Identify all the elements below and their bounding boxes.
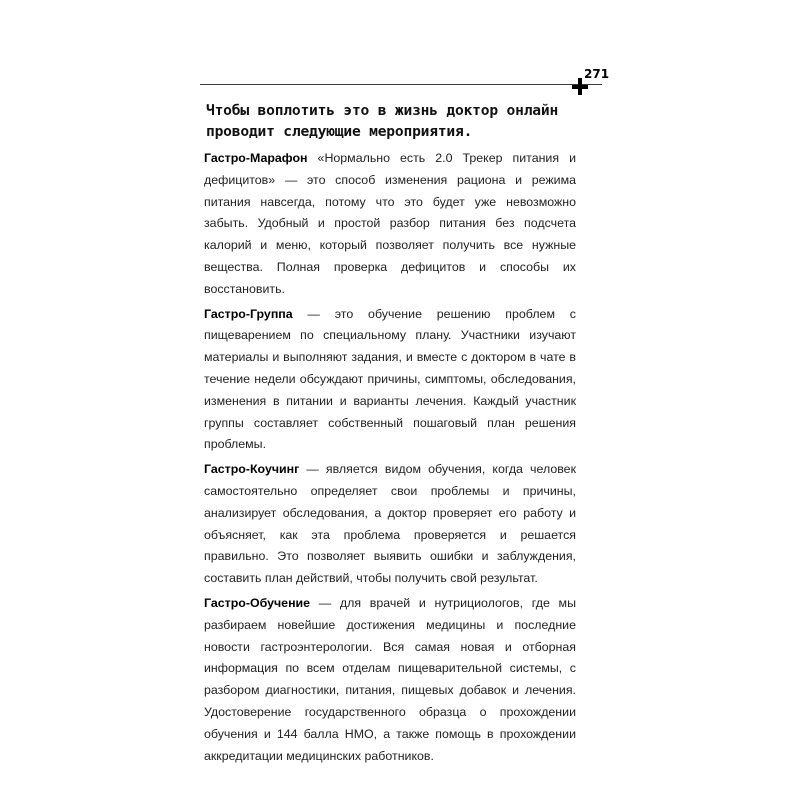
page-number: 271: [584, 67, 610, 81]
term-gastro-group: Гастро-Группа: [204, 306, 293, 321]
corner-cross-mark-horizontal: [572, 85, 588, 89]
paragraph-text: — для врачей и нутрициологов, где мы разбираем новейшие достижения медицины и последние новости гастроэнтерологии. Вся самая новая и отборная информация по всем отделам пищеварительной системы, с разбором диагностики, питания, пищевых добавок и лечения. Удостоверение государственного образца о прохождении обучения и 144 балла НМО, а также помощь в прохождении аккредитации медицинских работников.: [204, 595, 576, 763]
paragraph-gastro-group: [204, 304, 576, 457]
paragraph-text: — это обучение решению проблем с пищеварением по специальному плану. Участники изучают материалы и выполняют задания, и вместе с доктором в чате в течение недели обсуждают причины, симптомы, обследования, изменения в питании и варианты лечения. Каждый участник группы составляет собственный пошаговый план решения проблемы.: [204, 306, 576, 452]
paragraph-text: «Нормально есть 2.0 Трекер питания и дефицитов» — это способ изменения рациона и режима питания навсегда, потому что это будет уже невозможно забыть. Удобный и простой разбор питания без подсчета калорий и меню, который позволяет получить все нужные вещества. Полная проверка дефицитов и способы их восстановить.: [204, 151, 576, 296]
paragraph-text: — является видом обучения, когда человек самостоятельно определяет свои проблемы и причины, анализирует обследования, а доктор проверяет его работу и объясняет, как эта проблема проверяется и решается правильно. Это позволяет выявить ошибки и заблуждения, составить план действий, чтобы получить свой результат.: [204, 462, 576, 586]
paragraph-gastro-training: [204, 593, 576, 767]
paragraph-gastro-marathon: [204, 148, 576, 301]
term-gastro-training: Гастро-Обучение: [204, 595, 311, 610]
section-heading: Чтобы воплотить это в жизнь доктор онлайн проводит следующие мероприятия.: [206, 102, 559, 140]
term-gastro-marathon: Гастро-Марафон: [204, 151, 308, 165]
header-rule: [200, 84, 602, 85]
term-gastro-coaching: Гастро-Коучинг: [204, 462, 300, 477]
page-content: [204, 100, 576, 770]
paragraph-gastro-coaching: [204, 459, 576, 590]
